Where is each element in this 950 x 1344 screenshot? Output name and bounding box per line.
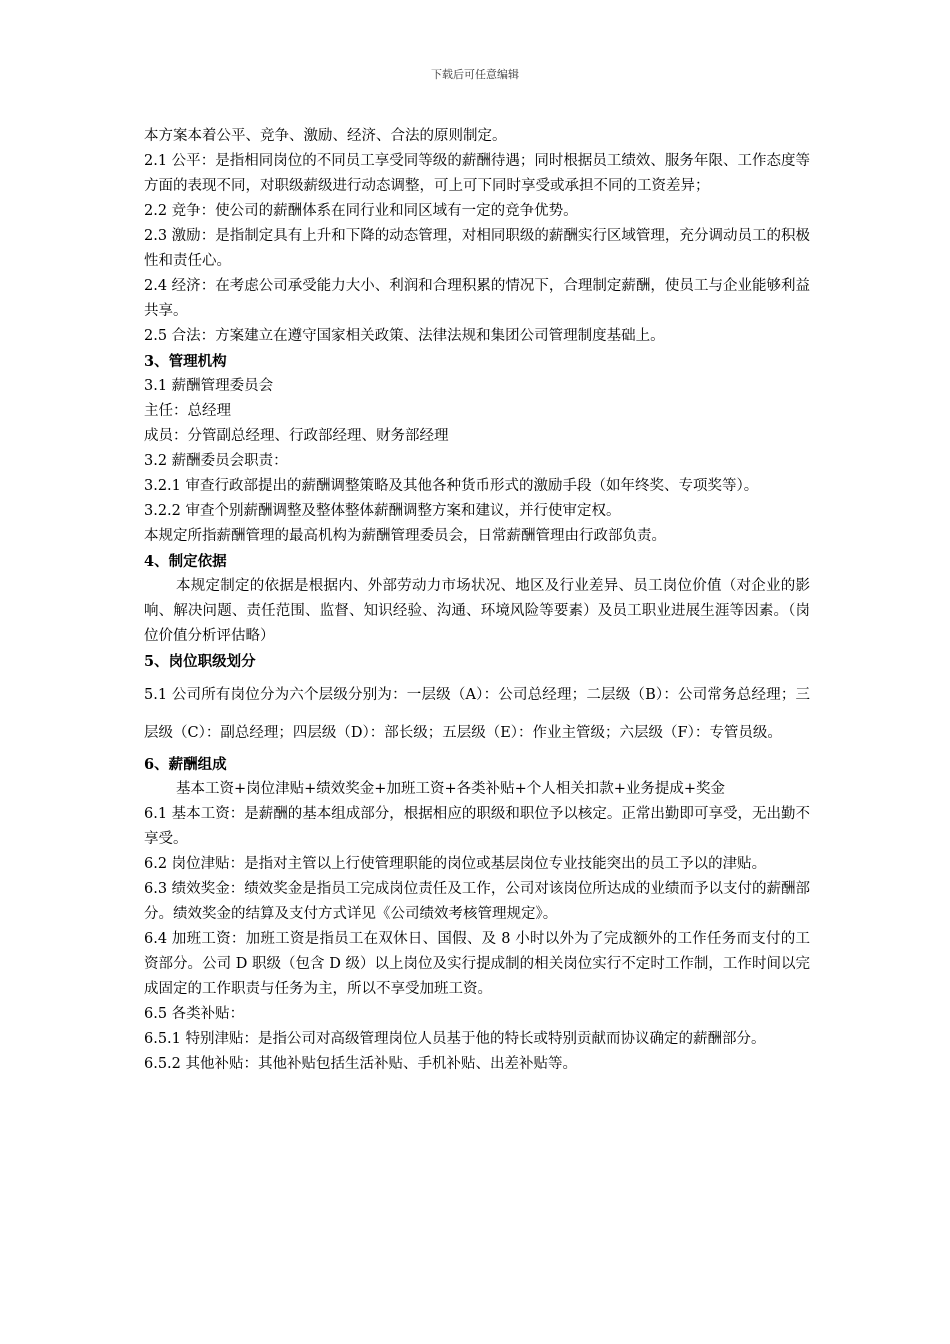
committee-duty-2: 3.2.2 审查个别薪酬调整及整体整体薪酬调整方案和建议，并行使审定权。	[144, 503, 621, 519]
committee-director: 主任：总经理	[144, 403, 231, 419]
composition-base-salary: 6.1 基本工资：是薪酬的基本组成部分，根据相应的职级和职位予以核定。正常出勤即可享受，无出勤不享受。	[144, 806, 810, 847]
section-heading-composition: 6、薪酬组成	[144, 756, 227, 773]
principle-incentive: 2.3 激励：是指制定具有上升和下降的动态管理，对相同职级的薪酬实行区域管理，充分调动员工的积极性和责任心。	[144, 228, 810, 269]
committee-title: 3.1 薪酬管理委员会	[144, 378, 274, 394]
committee-duties-title: 3.2 薪酬委员会职责：	[144, 453, 288, 469]
principle-intro: 本方案本着公平、竞争、激励、经济、合法的原则制定。	[144, 128, 507, 144]
levels-paragraph: 5.1 公司所有岗位分为六个层级分别为：一层级（A）：公司总经理；二层级（B）：公司常务总经理；三层级（C）：副总经理；四层级（D）：部长级；五层级（E）：作业主管级；六层级（F）：专管员级。	[144, 687, 810, 741]
document-body	[144, 124, 810, 1077]
principle-economy: 2.4 经济：在考虑公司承受能力大小、利润和合理积累的情况下，合理制定薪酬，使员工与企业能够利益共享。	[144, 278, 810, 319]
principle-legality: 2.5 合法：方案建立在遵守国家相关政策、法律法规和集团公司管理制度基础上。	[144, 328, 665, 344]
basis-paragraph: 本规定制定的依据是根据内、外部劳动力市场状况、地区及行业差异、员工岗位价值（对企业的影响、解决问题、责任范围、监督、知识经验、沟通、环境风险等要素）及员工职业进展生涯等因素。（岗位价值分析评估略）	[144, 578, 810, 644]
principle-fairness: 2.1 公平：是指相同岗位的不同员工享受同等级的薪酬待遇；同时根据员工绩效、服务年限、工作态度等方面的表现不同，对职级薪级进行动态调整，可上可下同时享受或承担不同的工资差异；	[144, 153, 810, 194]
composition-subsidies-title: 6.5 各类补贴：	[144, 1006, 245, 1022]
composition-other-subsidies: 6.5.2 其他补贴：其他补贴包括生活补贴、手机补贴、出差补贴等。	[144, 1056, 578, 1072]
section-heading-basis: 4、制定依据	[144, 553, 227, 570]
page-header: 下载后可任意编辑	[431, 68, 519, 81]
section-heading-levels: 5、岗位职级划分	[144, 653, 256, 670]
composition-formula: 基本工资+岗位津贴+绩效奖金+加班工资+各类补贴+个人相关扣款+业务提成+奖金	[176, 781, 726, 797]
composition-performance-bonus: 6.3 绩效奖金：绩效奖金是指员工完成岗位责任及工作，公司对该岗位所达成的业绩而予以支付的薪酬部分。绩效奖金的结算及支付方式详见《公司绩效考核管理规定》。	[144, 881, 810, 922]
committee-authority: 本规定所指薪酬管理的最高机构为薪酬管理委员会，日常薪酬管理由行政部负责。	[144, 528, 666, 544]
principle-competition: 2.2 竞争：使公司的薪酬体系在同行业和同区域有一定的竞争优势。	[144, 203, 578, 219]
composition-special-allowance: 6.5.1 特别津贴：是指公司对高级管理岗位人员基于他的特长或特别贡献而协议确定的薪酬部分。	[144, 1031, 766, 1047]
composition-overtime-pay: 6.4 加班工资：加班工资是指员工在双休日、国假、及 8 小时以外为了完成额外的工作任务而支付的工资部分。公司 D 职级（包含 D 级）以上岗位及实行提成制的相关岗位实行不定时工作制，工作时间以完成固定的工作职责与任务为主，所以不享受加班工资。	[144, 931, 810, 997]
committee-duty-1: 3.2.1 审查行政部提出的薪酬调整策略及其他各种货币形式的激励手段（如年终奖、专项奖等）。	[144, 478, 759, 494]
section-heading-management: 3、管理机构	[144, 353, 227, 370]
committee-members: 成员：分管副总经理、行政部经理、财务部经理	[144, 428, 449, 444]
composition-position-allowance: 6.2 岗位津贴：是指对主管以上行使管理职能的岗位或基层岗位专业技能突出的员工予以的津贴。	[144, 856, 767, 872]
